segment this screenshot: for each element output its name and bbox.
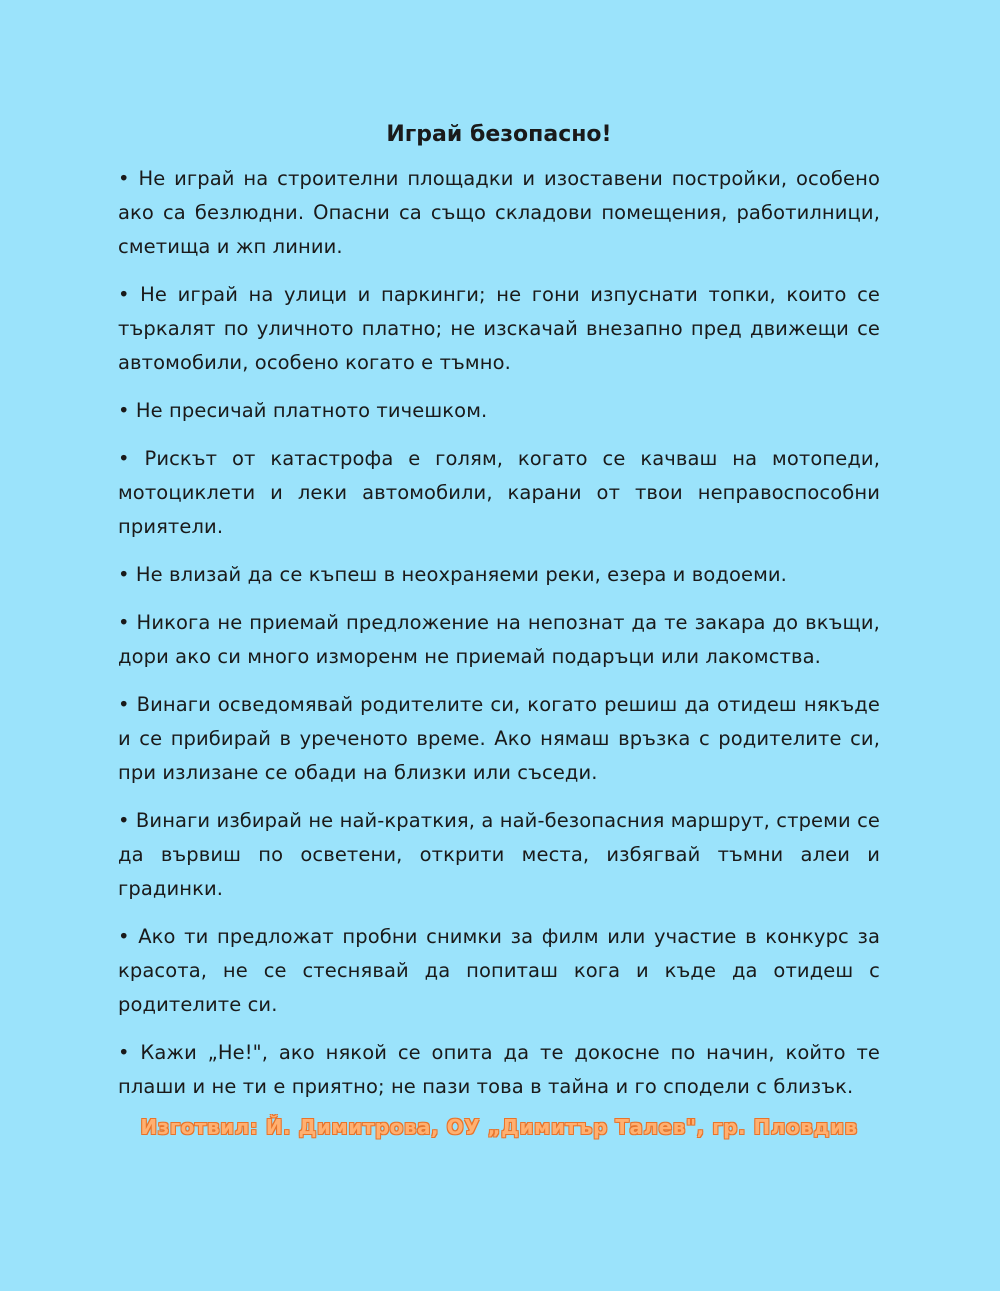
rule-streets-parking: • Не играй на улици и паркинги; не гони изпуснати топки, които се търкалят по уличното платно; не изскачай внезапно пред движещи се автомобили, особено когато е тъмно. bbox=[118, 283, 880, 374]
rule-construction-sites: • Не играй на строителни площадки и изоставени постройки, особено ако са безлюдни. Опасни са също складови помещения, работилници, сметища и жп линии. bbox=[118, 167, 880, 258]
rule-say-no: • Кажи „Не!", ако някой се опита да те докосне по начин, който те плаши и не ти е приятно; не пази това в тайна и го сподели с близък. bbox=[118, 1041, 880, 1098]
rule-strangers: • Никога не приемай предложение на непознат да те закара до вкъщи, дори ако си много изморенм не приемай подаръци или лакомства. bbox=[118, 611, 880, 668]
rule-swimming: • Не влизай да се къпеш в неохраняеми реки, езера и водоеми. bbox=[118, 563, 787, 586]
document-page bbox=[118, 118, 880, 1144]
safety-rules-list bbox=[118, 162, 880, 1104]
rule-inform-parents: • Винаги осведомявай родителите си, когато решиш да отидеш някъде и се прибирай в уреченото време. Ако нямаш връзка с родителите си, при излизане се обади на близки или съседи. bbox=[118, 693, 880, 784]
rule-safe-route: • Винаги избирай не най-краткия, а най-безопасния маршрут, стреми се да вървиш по осветени, открити места, избягвай тъмни алеи и градинки. bbox=[118, 809, 880, 900]
rule-photo-contests: • Ако ти предложат пробни снимки за филм или участие в конкурс за красота, не се стеснявай да попиташ кога и къде да отидеш с родителите си. bbox=[118, 925, 880, 1016]
rule-vehicles: • Рискът от катастрофа е голям, когато се качваш на мотопеди, мотоциклети и леки автомобили, карани от твои неправоспособни приятели. bbox=[118, 447, 880, 538]
page-title: Играй безопасно! bbox=[386, 122, 612, 147]
rule-crossing: • Не пресичай платното тичешком. bbox=[118, 399, 488, 422]
author-credit: Изготвил: Й. Димитрова, ОУ „Димитър Талев", гр. Пловдив bbox=[140, 1115, 858, 1139]
